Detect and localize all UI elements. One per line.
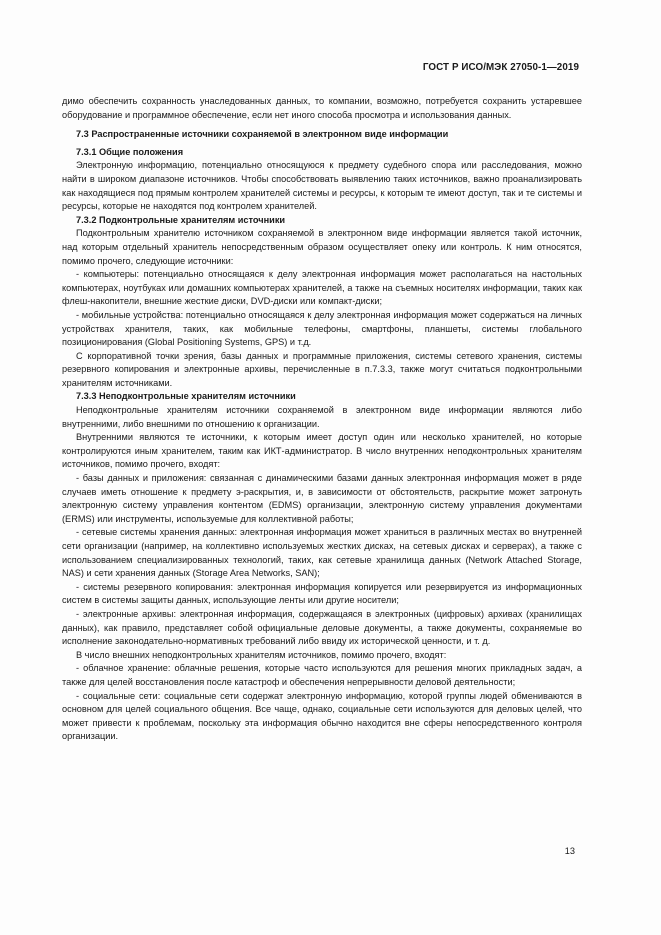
subsection-heading: 7.3.2 Подконтрольные хранителям источники — [76, 214, 286, 225]
body-paragraph: Электронную информацию, потенциально относящуюся к предмету судебного спора или расследования, можно найти в широком диапазоне источников. Чтобы способствовать выявлению таких источников, важно проанализировать как находящиеся под прямым контролем хранителей системы и ресурсы, к которым те имеют доступ, так и те системы и ресурсы, которые не находятся под контролем хранителей. — [62, 160, 582, 212]
body-paragraph: димо обеспечить сохранность унаследованных данных, то компании, возможно, потребуется сохранить устаревшее оборудование и программное обеспечение, если нет иного способа просмотра и использования данных. — [62, 96, 582, 120]
body-paragraph: - сетевые системы хранения данных: электронная информация может храниться в различных местах во внутренней сети организации (например, на коллективно используемых жестких дисках, на сетевых дисках и серверах), а также с использованием специализированных технологий, таких, как сетевые хранилища данных (Network Attached Storage, NAS) и сети хранения данных (Storage Area Networks, SAN); — [62, 527, 582, 579]
body-paragraph: - базы данных и приложения: связанная с динамическими базами данных электронная информация может в ряде случаев иметь отношение к предмету э-раскрытия, и, в зависимости от обстоятельств, раскрытие может затронуть электронную систему управления контентом (EDMS) организации, электронную систему управления документами (ERMS) или инструменты, используемые для коллективной работы; — [62, 473, 582, 524]
body-paragraph: - социальные сети: социальные сети содержат электронную информацию, которой группы людей обмениваются в основном для целей социального общения. Все чаще, однако, социальные сети используются для деловых целей, что может привести к проблемам, поскольку эта информация обычно находится вне сферы непосредственного контроля организации. — [62, 690, 582, 742]
body-paragraph: В число внешних неподконтрольных хранителям источников, помимо прочего, входят: — [76, 649, 447, 660]
subsection-heading: 7.3.1 Общие положения — [76, 146, 184, 157]
section-heading: 7.3 Распространенные источники сохраняемой в электронном виде информации — [76, 129, 449, 140]
body-paragraph: - мобильные устройства: потенциально относящаяся к делу электронная информация может содержаться на личных устройствах хранителя, таких, как мобильные телефоны, смартфоны, планшеты, системы глобального позиционирования (Global Positioning Systems, GPS) и т.д. — [62, 309, 582, 348]
body-paragraph: - электронные архивы: электронная информация, содержащаяся в электронных (цифровых) архивах (хранилищах данных), как правило, представляет собой официальные деловые документы, а также документы, сохраняемые во исполнение законодательно-нормативных требований либо ввиду их исторической ценности, и т. д. — [62, 608, 582, 647]
document-code-header: ГОСТ Р ИСО/МЭК 27050-1—2019 — [422, 62, 579, 73]
body-paragraph: - системы резервного копирования: электронная информация копируется или резервируется из информационных систем в системы защиты данных, использующие ленты или другие носители; — [62, 581, 582, 606]
body-paragraph: Неподконтрольные хранителям источники сохраняемой в электронном виде информации являются либо внутренними, либо внешними по отношению к организации. — [62, 405, 582, 429]
body-paragraph: Подконтрольным хранителю источником сохраняемой в электронном виде информации является такой источник, над которым отдельный хранитель непосредственным образом осуществляет опеку или контроль. К ним относятся, помимо прочего, следующие источники: — [62, 228, 582, 266]
body-paragraph: - облачное хранение: облачные решения, которые часто используются для решения многих прикладных задач, а также для целей восстановления после катастроф и обеспечения непрерывности деловой деятельности; — [62, 663, 582, 687]
page-number: 13 — [564, 846, 575, 856]
body-paragraph: С корпоративной точки зрения, базы данных и программные приложения, системы сетевого хранения, системы резервного копирования и электронные архивы, перечисленные в п.7.3.3, также могут считаться подконтрольными хранителям источниками. — [62, 350, 582, 388]
subsection-heading: 7.3.3 Неподконтрольные хранителям источники — [76, 391, 296, 402]
document-body — [62, 95, 582, 744]
body-paragraph: - компьютеры: потенциально относящаяся к делу электронная информация может располагаться на настольных компьютерах, ноутбуках или домашних компьютерах хранителей, а также на съемных носителях информации, таких как флеш-накопители, внешние жесткие диски, DVD-диски или компакт-диски; — [62, 269, 582, 307]
body-paragraph: Внутренними являются те источники, к которым имеет доступ один или несколько хранителей, но которые контролируются иным хранителем, таким как ИКТ-администратор. В число внутренних неподконтрольных хранителям источников, помимо прочего, входят: — [62, 432, 582, 470]
